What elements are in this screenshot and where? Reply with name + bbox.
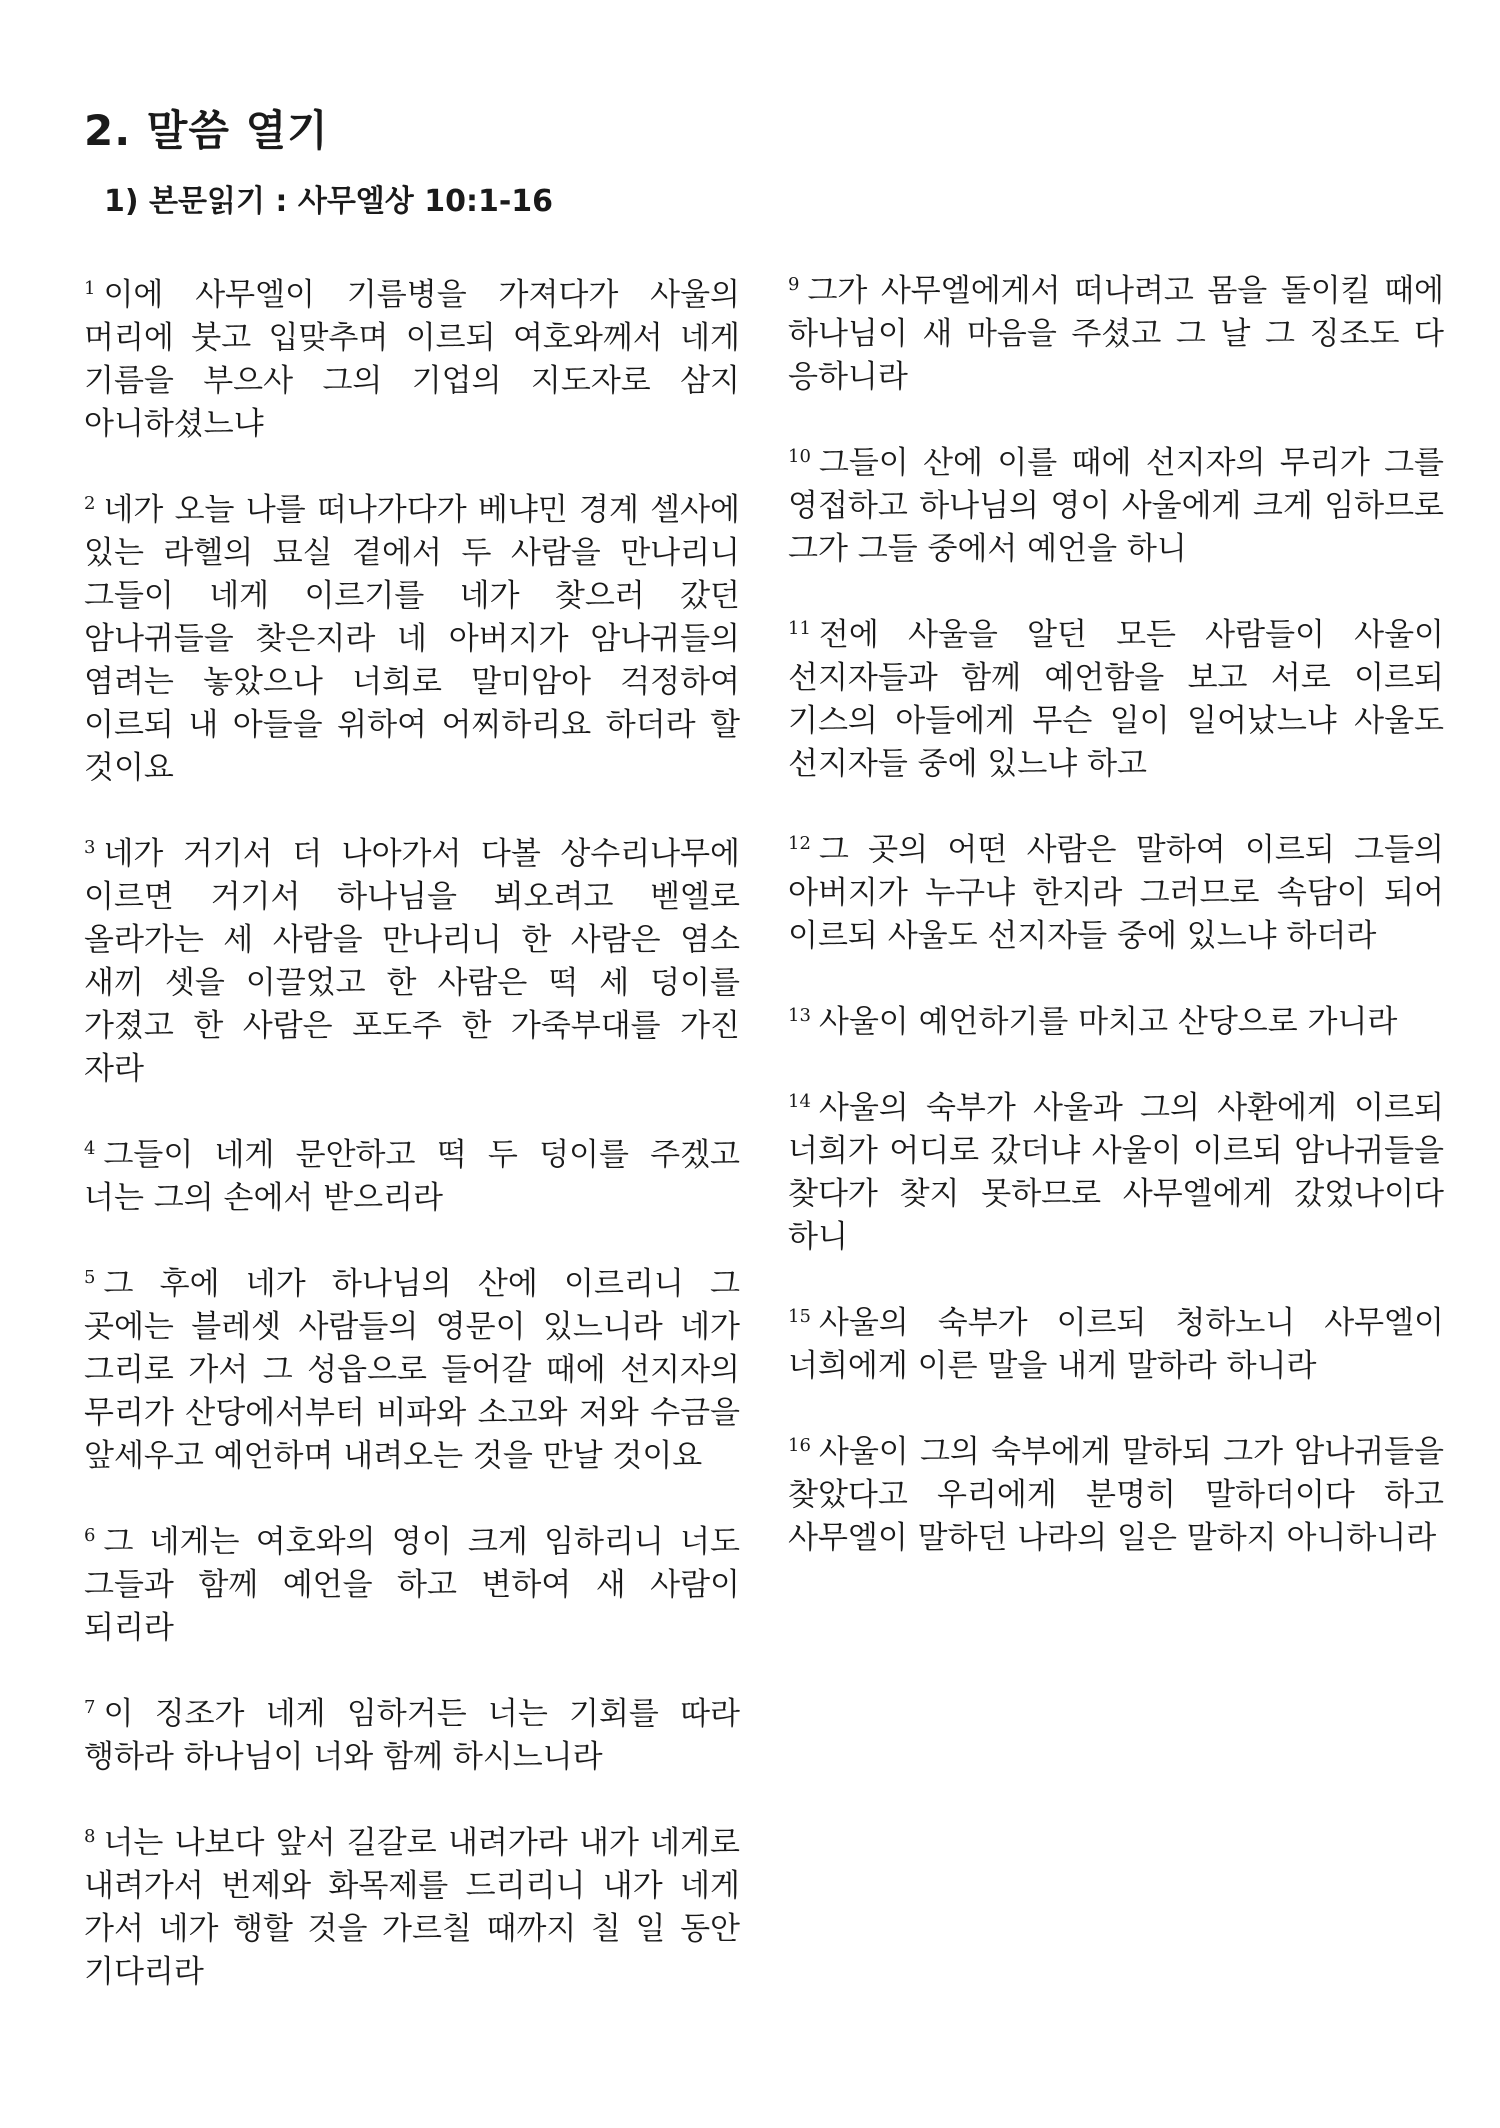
- verse-15: [788, 1302, 1444, 1388]
- verse-text: 그 곳의 어떤 사람은 말하여 이르되 그들의 아버지가 누구냐 한지라 그러므로 속담이 되어 이르되 사울도 선지자들 중에 있느냐 하더라: [788, 832, 1444, 954]
- verse-text: 사울이 그의 숙부에게 말하되 그가 암나귀들을 찾았다고 우리에게 분명히 말하더이다 하고 사무엘이 말하던 나라의 일은 말하지 아니하니라: [788, 1434, 1444, 1556]
- verse-number: 2: [84, 492, 96, 514]
- verse-5: [84, 1263, 740, 1478]
- verse-number: 13: [788, 1004, 811, 1026]
- verse-number: 4: [84, 1137, 96, 1159]
- verse-3: [84, 833, 740, 1091]
- right-column: [788, 270, 1444, 1603]
- verse-text: 그 네게는 여호와의 영이 크게 임하리니 너도 그들과 함께 예언을 하고 변하여 새 사람이 되리라: [84, 1524, 740, 1646]
- verse-6: [84, 1521, 740, 1650]
- verse-text: 사울의 숙부가 사울과 그의 사환에게 이르되 너희가 어디로 갔더냐 사울이 이르되 암나귀들을 찾다가 찾지 못하므로 사무엘에게 갔었나이다 하니: [788, 1090, 1444, 1255]
- verse-text: 너는 나보다 앞서 길갈로 내려가라 내가 네게로 내려가서 번제와 화목제를 드리리니 내가 네게 가서 네가 행할 것을 가르칠 때까지 칠 일 동안 기다리라: [84, 1825, 740, 1990]
- verse-number: 5: [84, 1266, 96, 1288]
- verse-number: 3: [84, 836, 96, 858]
- verse-text: 네가 오늘 나를 떠나가다가 베냐민 경계 셀사에 있는 라헬의 묘실 곁에서 두 사람을 만나리니 그들이 네게 이르기를 네가 찾으러 갔던 암나귀들을 찾은지라 네 아버지가 암나귀들의 염려는 놓았으나 너희로 말미암아 걱정하여 이르되 내 아들을 위하여 어찌하리요 하더라 할 것이요: [84, 492, 740, 786]
- verse-text: 네가 거기서 더 나아가서 다볼 상수리나무에 이르면 거기서 하나님을 뵈오려고 벧엘로 올라가는 세 사람을 만나리니 한 사람은 염소 새끼 셋을 이끌었고 한 사람은 떡 세 덩이를 가졌고 한 사람은 포도주 한 가죽부대를 가진 자라: [84, 836, 740, 1087]
- section-title: 2. 말씀 열기: [84, 106, 329, 155]
- verse-number: 10: [788, 445, 811, 467]
- verse-text: 전에 사울을 알던 모든 사람들이 사울이 선지자들과 함께 예언함을 보고 서로 이르되 기스의 아들에게 무슨 일이 일어났느냐 사울도 선지자들 중에 있느냐 하고: [788, 617, 1444, 782]
- verse-text: 이 징조가 네게 임하거든 너는 기회를 따라 행하라 하나님이 너와 함께 하시느니라: [84, 1696, 740, 1775]
- verse-number: 16: [788, 1434, 811, 1456]
- verse-number: 11: [788, 617, 811, 639]
- verse-text: 그들이 산에 이를 때에 선지자의 무리가 그를 영접하고 하나님의 영이 사울에게 크게 임하므로 그가 그들 중에서 예언을 하니: [788, 445, 1444, 567]
- verse-number: 15: [788, 1305, 811, 1327]
- verse-text: 그 후에 네가 하나님의 산에 이르리니 그 곳에는 블레셋 사람들의 영문이 있느니라 네가 그리로 가서 그 성읍으로 들어갈 때에 선지자의 무리가 산당에서부터 비파와 소고와 저와 수금을 앞세우고 예언하며 내려오는 것을 만날 것이요: [84, 1266, 740, 1474]
- verse-text: 이에 사무엘이 기름병을 가져다가 사울의 머리에 붓고 입맞추며 이르되 여호와께서 네게 기름을 부으사 그의 기업의 지도자로 삼지 아니하셨느냐: [84, 277, 740, 442]
- verse-11: [788, 614, 1444, 786]
- verse-8: [84, 1822, 740, 1994]
- reading-subtitle: 1) 본문읽기 : 사무엘상 10:1-16: [104, 184, 554, 219]
- verse-number: 1: [84, 277, 96, 299]
- verse-text: 그가 사무엘에게서 떠나려고 몸을 돌이킬 때에 하나님이 새 마음을 주셨고 그 날 그 징조도 다 응하니라: [788, 273, 1444, 395]
- verse-9: [788, 270, 1444, 399]
- verse-number: 7: [84, 1696, 96, 1718]
- verse-number: 8: [84, 1825, 96, 1847]
- verse-7: [84, 1693, 740, 1779]
- verse-text: 사울의 숙부가 이르되 청하노니 사무엘이 너희에게 이른 말을 내게 말하라 하니라: [788, 1305, 1444, 1384]
- verse-number: 14: [788, 1090, 811, 1112]
- verse-number: 12: [788, 832, 811, 854]
- verse-14: [788, 1087, 1444, 1259]
- verse-4: [84, 1134, 740, 1220]
- verse-text: 사울이 예언하기를 마치고 산당으로 가니라: [818, 1004, 1398, 1040]
- verse-2: [84, 489, 740, 790]
- left-column: [84, 274, 740, 2037]
- verse-number: 9: [788, 273, 800, 295]
- verse-12: [788, 829, 1444, 958]
- verse-13: [788, 1001, 1444, 1044]
- verse-number: 6: [84, 1524, 96, 1546]
- verse-text: 그들이 네게 문안하고 떡 두 덩이를 주겠고 너는 그의 손에서 받으리라: [84, 1137, 740, 1216]
- verse-16: [788, 1431, 1444, 1560]
- verse-10: [788, 442, 1444, 571]
- verse-1: [84, 274, 740, 446]
